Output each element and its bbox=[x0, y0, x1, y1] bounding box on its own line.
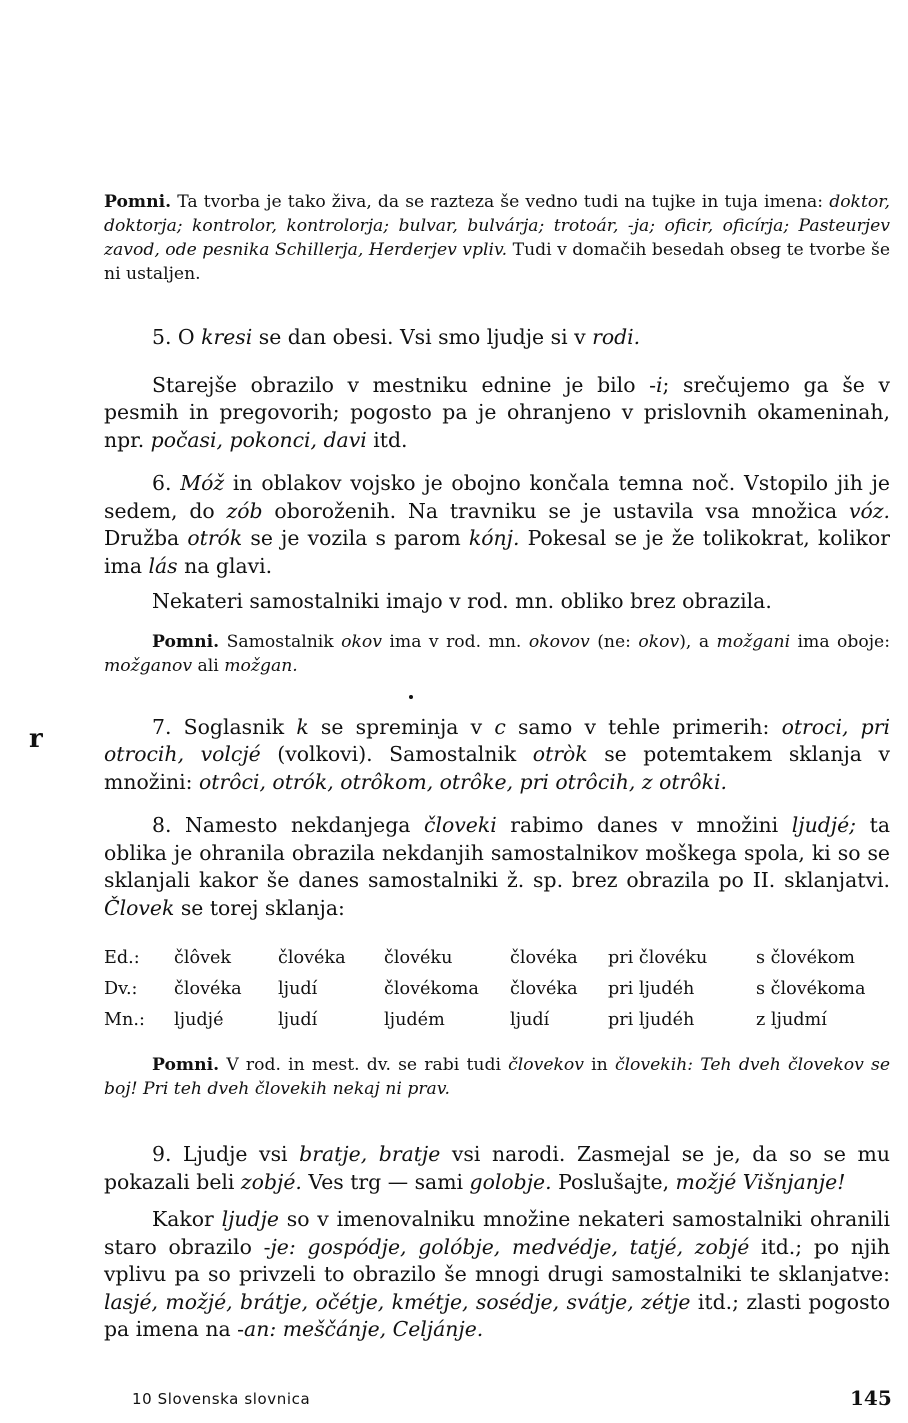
paragraph-genitive-plural: Nekateri samostalniki imajo v rod. mn. obliko brez obrazila. bbox=[152, 589, 772, 613]
paragraph-je-ending: Kakor ljudje so v imenovalniku množine nekateri samostalniki ohranili staro obrazilo -je: gospódje, golóbje, medvédje, tatjé, zobjé itd.; po njih vplivu pa so privzeli to obrazilo še mnogi drugi samostalniki te sklanjatve: lasjé, možjé, brátje, očétje, kmétje, sosédje, svátje, zétje itd.; zlasti pogosto pa imena na -an: meščánje, Celjánje. bbox=[104, 1207, 891, 1341]
table-cell: z ljudmí bbox=[756, 1009, 827, 1030]
table-cell: ljudí bbox=[278, 1009, 318, 1030]
stray-dot bbox=[409, 695, 413, 699]
note-pomni-foreign-words: Pomni. Ta tvorba je tako živa, da se razteza še vedno tudi na tujke in tuja imena: doktor, doktorja; kontrolor, kontrolorja; bulvar, bulvárja; trotoár, -ja; oficir, oficírja; Pasteurjev zavod, ode pesnika Schillerja, Herderjev vpliv. Tudi v domačih besedah obseg te tvorbe še ni ustaljen. bbox=[104, 192, 890, 284]
table-cell: pri ljudéh bbox=[608, 1009, 695, 1030]
table-cell: Dv.: bbox=[104, 978, 138, 999]
note-label: Pomni. bbox=[152, 1055, 220, 1075]
margin-mark: r bbox=[29, 724, 43, 754]
example-8: 8. Namesto nekdanjega človeki rabimo danes v množini ljudjé; ta oblika je ohranila obrazila nekdanjih samostalnikov moškega spola, ki so se sklanjali kakor še danes samostalniki ž. sp. brez obrazila po II. sklanjatvi. Človek se torej sklanja: bbox=[104, 813, 890, 920]
page-body bbox=[104, 190, 890, 1344]
table-row bbox=[104, 1004, 865, 1035]
example-6: 6. Móž in oblakov vojsko je obojno končala temna noč. Vstopilo jih je sedem, do zób oboroženih. Na travniku se je ustavila vsa množica vóz. Družba otrók se je vozila s parom kónj. Pokesal se je že tolikokrat, kolikor ima lás na glavi. bbox=[104, 471, 890, 578]
page-number: 145 bbox=[850, 1386, 892, 1410]
table-cell: s človékom bbox=[756, 947, 855, 968]
example-7: 7. Soglasnik k se spreminja v c samo v tehle primerih: otroci, pri otrocih, volcjé (volkovi). Samostalnik otròk se potemtakem sklanja v množini: otrôci, otrók, otrôkom, otrôke, pri otrôcih, z otrôki. bbox=[104, 714, 891, 794]
table-row bbox=[104, 942, 865, 973]
table-cell: človéku bbox=[384, 947, 453, 968]
table-cell: ljudí bbox=[510, 1009, 550, 1030]
table-cell: človéka bbox=[174, 978, 242, 999]
table-cell: Ed.: bbox=[104, 947, 140, 968]
note-pomni-clovekov: Pomni. V rod. in mest. dv. se rabi tudi človekov in človekih: Teh dveh človekov se boj! Pri teh dveh človekih nekaj ni prav. bbox=[104, 1055, 890, 1099]
table-cell: človéka bbox=[278, 947, 346, 968]
table-cell: pri ljudéh bbox=[608, 978, 695, 999]
note-pomni-okov: Pomni. Samostalnik okov ima v rod. mn. okovov (ne: okov), a možgani ima oboje: možganov ali možgan. bbox=[104, 631, 891, 676]
table-cell: človékoma bbox=[384, 978, 479, 999]
table-row bbox=[104, 973, 865, 1004]
table-cell: ljudém bbox=[384, 1009, 445, 1030]
footer-signature: 10 Slovenska slovnica bbox=[132, 1390, 311, 1408]
note-label: Pomni. bbox=[104, 192, 172, 212]
table-cell: člôvek bbox=[174, 947, 232, 968]
table-cell: s človékoma bbox=[756, 978, 866, 999]
table-cell: pri človéku bbox=[608, 947, 708, 968]
example-5: 5. O kresi se dan obesi. Vsi smo ljudje si v rodi. bbox=[152, 325, 641, 349]
note-label: Pomni. bbox=[152, 631, 220, 652]
paragraph-locative-ending: Starejše obrazilo v mestniku ednine je bilo -i; srečujemo ga še v pesmih in pregovorih; pogosto pa je ohranjeno v prislovnih okameninah, npr. počasi, pokonci, davi itd. bbox=[104, 372, 890, 452]
table-cell: Mn.: bbox=[104, 1009, 145, 1030]
table-cell: človéka bbox=[510, 978, 578, 999]
table-cell: ljudí bbox=[278, 978, 318, 999]
table-cell: ljudjé bbox=[174, 1009, 224, 1030]
declension-table bbox=[104, 942, 865, 1035]
example-9: 9. Ljudje vsi bratje, bratje vsi narodi. Zasmejal se je, da so se mu pokazali beli zobjé. Ves trg — sami golobje. Poslušajte, možjé Višnjanje! bbox=[104, 1142, 890, 1194]
table-cell: človéka bbox=[510, 947, 578, 968]
